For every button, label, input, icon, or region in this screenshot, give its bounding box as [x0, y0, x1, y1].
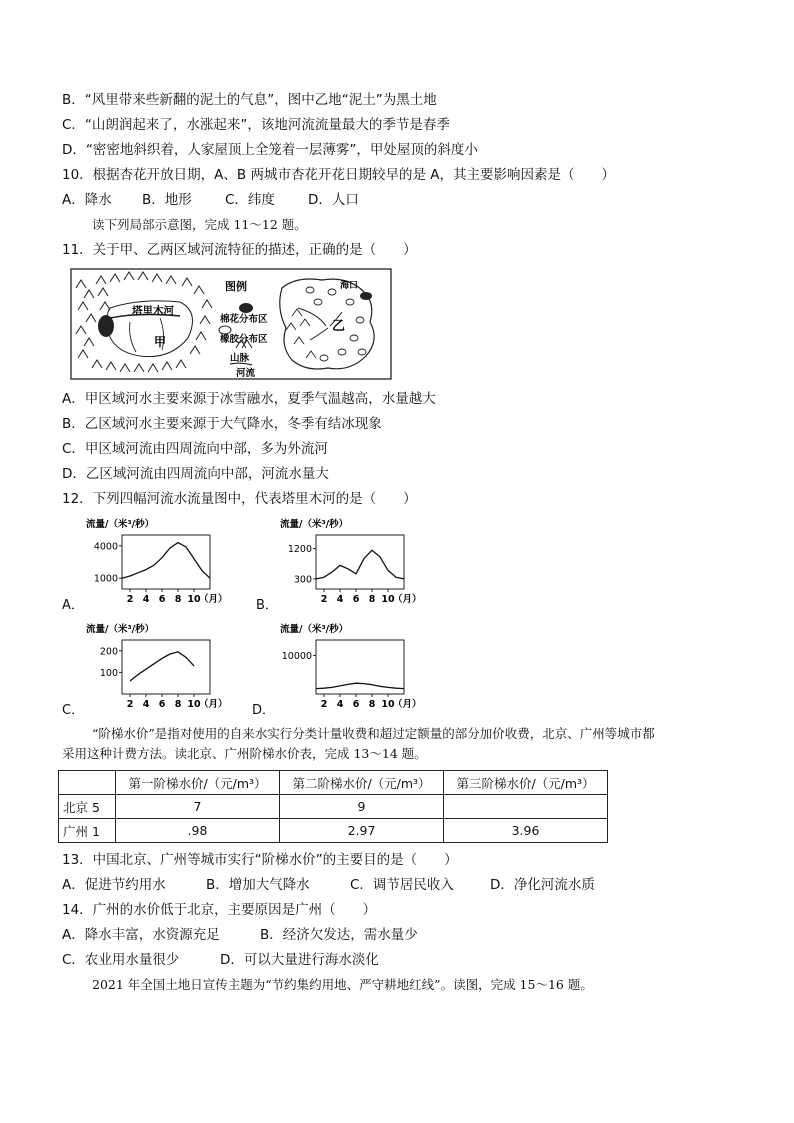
x-axis-unit: （月） — [393, 699, 422, 710]
intro-13-14-line2: 采用这种计费方法。读北京、广州阶梯水价表，完成 13～14 题。 — [62, 746, 427, 761]
intro-13-14-line1: “阶梯水价”是指对使用的自来水实行分类计量收费和超过定额量的部分加价收费，北京、广州等城市都 — [92, 726, 655, 741]
x-tick-label: 8 — [174, 594, 182, 605]
q10-option-a: A．降水 — [62, 192, 112, 208]
x-tick-label: 2 — [320, 594, 328, 605]
table-cell: 9 — [280, 795, 444, 819]
intro-11-12: 读下列局部示意图，完成 11～12 题。 — [92, 217, 307, 232]
y-axis-label: 流量/（米³/秒） — [86, 519, 155, 530]
q9-option-d: D．“密密地斜织着，人家屋顶上全笼着一层薄雾”，甲处屋顶的斜度小 — [62, 142, 478, 158]
plot-frame — [122, 640, 210, 694]
x-tick-label: 10 — [187, 594, 201, 605]
q13-options — [62, 876, 595, 894]
series-line — [316, 550, 404, 579]
q14-options-row2 — [62, 951, 379, 969]
x-tick-label: 4 — [142, 699, 150, 710]
y-axis-label: 流量/（米³/秒） — [280, 624, 349, 635]
q13-option-b: B．增加大气降水 — [206, 877, 310, 893]
table-cell: .98 — [116, 819, 280, 843]
table-row — [59, 819, 608, 843]
q14-option-a: A．降水丰富，水资源充足 — [62, 927, 220, 943]
island-label: 海口 — [340, 281, 359, 291]
q9-option-b: B．“风里带来些新翻的泥土的气息”，图中乙地“泥土”为黑土地 — [62, 92, 437, 108]
table-row — [59, 795, 608, 819]
table-cell — [444, 795, 608, 819]
q10-option-c: C．纬度 — [225, 192, 275, 208]
y-tick-label: 300 — [293, 574, 312, 586]
series-line — [316, 683, 404, 688]
table-header-cell — [59, 771, 116, 795]
q13-option-a: A．促进节约用水 — [62, 877, 166, 893]
series-line — [130, 652, 194, 681]
q10-option-b: B．地形 — [142, 192, 192, 208]
q10-options — [62, 191, 359, 209]
water-price-table — [58, 770, 608, 843]
q14-stem: 14．广州的水价低于北京，主要原因是广州（ ） — [62, 902, 377, 918]
plot-frame — [316, 535, 404, 589]
flow-chart-c — [84, 620, 228, 712]
q10-stem: 10．根据杏花开放日期，A、B 两城市杏花开花日期较早的是 A，其主要影响因素是（ ） — [62, 167, 615, 183]
x-tick-label: 4 — [336, 699, 344, 710]
x-tick-label: 4 — [142, 594, 150, 605]
chart-label-d: D． — [252, 703, 276, 718]
y-axis-label: 流量/（米³/秒） — [86, 624, 155, 635]
x-tick-label: 10 — [381, 699, 395, 710]
q11-option-d: D．乙区域河流由四周流向中部，河流水量大 — [62, 466, 329, 482]
x-tick-label: 8 — [368, 699, 376, 710]
plot-frame — [316, 640, 404, 694]
legend-title: 图例 — [225, 280, 247, 293]
q11-stem: 11．关于甲、乙两区域河流特征的描述，正确的是（ ） — [62, 242, 417, 258]
q13-option-c: C．调节居民收入 — [350, 877, 454, 893]
legend-rubber: 橡胶分布区 — [220, 334, 268, 345]
y-tick-label: 4000 — [93, 541, 118, 553]
legend-cotton: 棉花分布区 — [220, 314, 268, 325]
flow-chart-a — [84, 515, 228, 607]
table-header-cell: 第三阶梯水价/（元/m³） — [444, 771, 608, 795]
table-cell: 3.96 — [444, 819, 608, 843]
flow-chart-b — [278, 515, 422, 607]
q10-option-d: D．人口 — [308, 192, 359, 208]
q11-option-c: C．甲区域河流由四周流向中部，多为外流河 — [62, 441, 328, 457]
river-name-label: 塔里木河 — [132, 305, 174, 317]
region-map — [70, 268, 392, 380]
table-header-cell: 第二阶梯水价/（元/m³） — [280, 771, 444, 795]
x-tick-label: 2 — [320, 699, 328, 710]
table-header-cell: 第一阶梯水价/（元/m³） — [116, 771, 280, 795]
x-axis-unit: （月） — [199, 594, 228, 605]
region-b-label: 乙 — [332, 319, 346, 334]
y-tick-label: 1000 — [93, 573, 118, 585]
q13-option-d: D．净化河流水质 — [490, 877, 595, 893]
series-line — [122, 543, 210, 579]
y-tick-label: 10000 — [281, 650, 312, 662]
x-tick-label: 6 — [352, 699, 360, 710]
x-axis-unit: （月） — [199, 699, 228, 710]
legend-river: 河流 — [236, 368, 256, 379]
table-header-row — [59, 771, 608, 795]
table-cell: 北京 5 — [59, 795, 116, 819]
table-cell: 2.97 — [280, 819, 444, 843]
y-axis-label: 流量/（米³/秒） — [280, 519, 349, 530]
x-tick-label: 6 — [158, 699, 166, 710]
x-tick-label: 2 — [126, 594, 134, 605]
y-tick-label: 200 — [99, 646, 118, 658]
x-tick-label: 8 — [368, 594, 376, 605]
chart-label-a: A． — [62, 598, 84, 613]
x-tick-label: 10 — [381, 594, 395, 605]
q9-option-c: C．“山朗润起来了，水涨起来”，该地河流流量最大的季节是春季 — [62, 117, 450, 133]
x-tick-label: 6 — [352, 594, 360, 605]
x-tick-label: 6 — [158, 594, 166, 605]
chart-label-c: C． — [62, 703, 85, 718]
x-tick-label: 2 — [126, 699, 134, 710]
q11-option-a: A．甲区域河水主要来源于冰雪融水，夏季气温越高，水量越大 — [62, 391, 436, 407]
x-tick-label: 4 — [336, 594, 344, 605]
chart-label-b: B． — [256, 598, 278, 613]
q12-stem: 12．下列四幅河流水流量图中，代表塔里木河的是（ ） — [62, 491, 417, 507]
legend-mountain: 山脉 — [230, 353, 250, 364]
q13-stem: 13．中国北京、广州等城市实行“阶梯水价”的主要目的是（ ） — [62, 852, 458, 868]
table-cell: 7 — [116, 795, 280, 819]
x-tick-label: 8 — [174, 699, 182, 710]
table-cell: 广州 1 — [59, 819, 116, 843]
q14-option-b: B．经济欠发达，需水量少 — [260, 927, 418, 943]
region-a-label: 甲 — [154, 335, 167, 349]
flow-chart-d — [278, 620, 422, 712]
y-tick-label: 100 — [99, 667, 118, 679]
q11-option-b: B．乙区域河水主要来源于大气降水，冬季有结冰现象 — [62, 416, 382, 432]
q14-option-d: D．可以大量进行海水淡化 — [220, 952, 379, 968]
x-axis-unit: （月） — [393, 594, 422, 605]
intro-15-16: 2021 年全国土地日宣传主题为“节约集约用地、严守耕地红线”。读图，完成 15～16 题。 — [92, 977, 593, 992]
q14-options-row1 — [62, 926, 418, 944]
q14-option-c: C．农业用水量很少 — [62, 952, 180, 968]
x-tick-label: 10 — [187, 699, 201, 710]
y-tick-label: 1200 — [287, 544, 312, 555]
